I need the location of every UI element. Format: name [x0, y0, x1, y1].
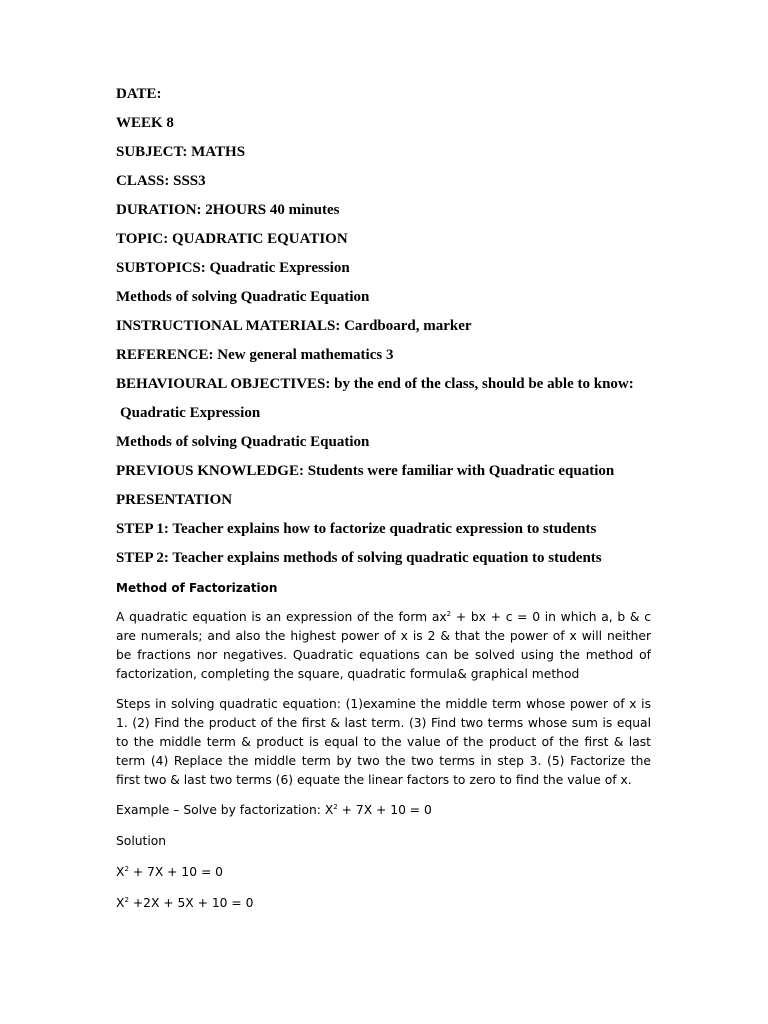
presentation-heading: PRESENTATION [116, 492, 233, 508]
subtopic-2-line: Methods of solving Quadratic Equation [116, 289, 370, 305]
equation-line-1: $X^2 + 7X + 10 = 0$ [116, 865, 223, 879]
equation-line-2: $X^2 +2X + 5X + 10 = 0$ [116, 896, 254, 910]
previous-knowledge-line: PREVIOUS KNOWLEDGE: Students were familiar with Quadratic equation [116, 463, 615, 479]
step-1-line: STEP 1: Teacher explains how to factorize quadratic expression to students [116, 521, 597, 537]
reference-line: REFERENCE: New general mathematics 3 [116, 347, 394, 363]
intro-paragraph: A quadratic equation is an expression of the form $ax^2$ + bx + c = 0 in which a, b & c are numerals; and also the highest power of x is 2 & that the power of x will neither be fractions nor negatives. Quadratic equations can be solved using the method of factorization, completing the square, quadratic formula& graphical method [116, 610, 651, 681]
duration-line: DURATION: 2HOURS 40 minutes [116, 202, 340, 218]
document-page [116, 86, 651, 925]
solution-label: Solution [116, 834, 167, 848]
class-line: CLASS: SSS3 [116, 173, 206, 189]
materials-line: INSTRUCTIONAL MATERIALS: Cardboard, marker [116, 318, 472, 334]
objective-2-line: Methods of solving Quadratic Equation [116, 434, 370, 450]
objective-1-line: Quadratic Expression [120, 405, 261, 421]
example-line: Example – Solve by factorization: $X^2 + 7X + 10 = 0$ [116, 803, 432, 817]
objectives-line: BEHAVIOURAL OBJECTIVES: by the end of the class, should be able to know: [116, 376, 634, 392]
week-line: WEEK 8 [116, 115, 174, 131]
date-line: DATE: [116, 86, 162, 102]
topic-line: TOPIC: QUADRATIC EQUATION [116, 231, 348, 247]
step-2-line: STEP 2: Teacher explains methods of solving quadratic equation to students [116, 550, 602, 566]
subject-line: SUBJECT: MATHS [116, 144, 246, 160]
method-title: Method of Factorization [116, 581, 278, 595]
subtopics-line: SUBTOPICS: Quadratic Expression [116, 260, 350, 276]
steps-paragraph: Steps in solving quadratic equation: (1)examine the middle term whose power of x is 1. (2) Find the product of the first & last term. (3) Find two terms whose sum is equal to the middle term & product is equal to the value of the product of the first & last term (4) Replace the middle term by two the two terms in step 3. (5) Factorize the first two & last two terms (6) equate the linear factors to zero to find the value of x. [116, 697, 651, 787]
